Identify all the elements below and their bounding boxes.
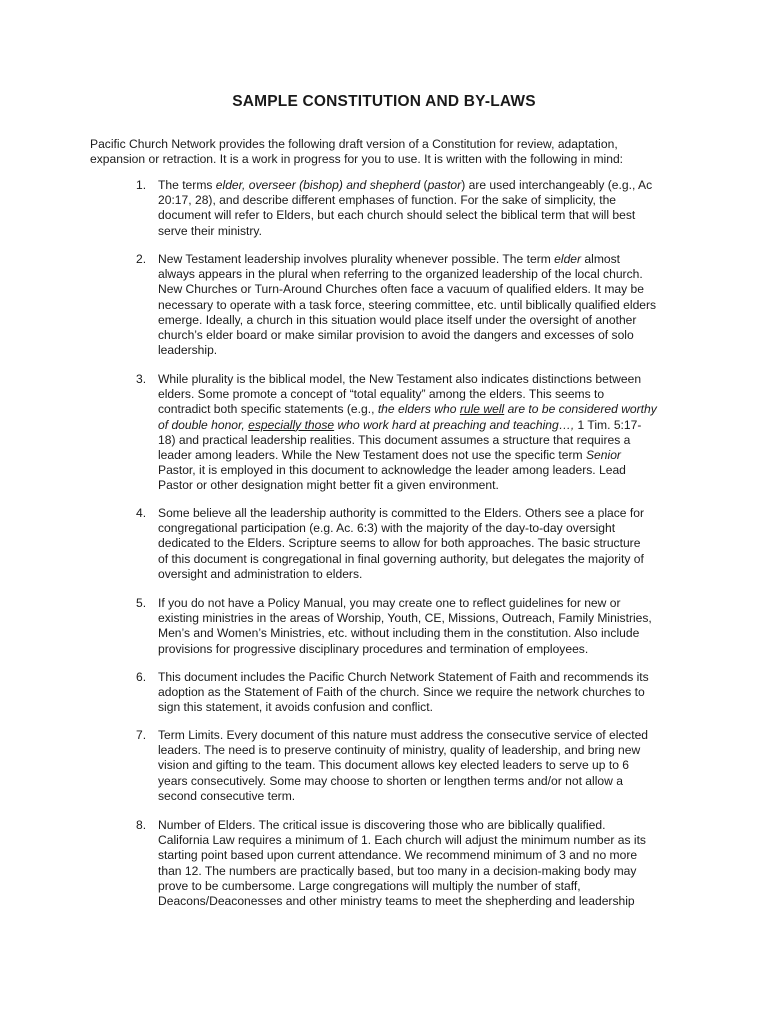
item-line — [158, 864, 676, 879]
text-run: pastor — [427, 178, 462, 192]
text-run: especially those — [248, 417, 335, 432]
item-line — [158, 536, 676, 551]
text-run: existing ministries in the areas of Worship, Youth, CE, Missions, Outreach, Family Ministries, — [158, 611, 652, 626]
item-number: 7. — [136, 728, 147, 742]
text-run: Pastor or other designation might better fit a given environment. — [158, 478, 499, 493]
list-item — [136, 252, 676, 358]
item-text — [158, 818, 676, 909]
list-item — [136, 178, 676, 239]
item-line — [158, 774, 676, 789]
text-run: Pastor, it is employed in this document to acknowledge the leader among leaders. Lead — [158, 463, 626, 478]
text-run: New Testament leadership involves plurality whenever possible. The term — [158, 252, 555, 266]
item-text — [158, 670, 676, 716]
item-line — [158, 418, 676, 433]
text-run: leadership. — [158, 343, 218, 358]
item-line — [158, 224, 676, 239]
text-run: starting point based upon current attendance. We recommend minimum of 3 and no more — [158, 848, 638, 863]
list-item — [136, 670, 676, 716]
text-run: of this document is congregational in final governing authority, but delegates the majority of — [158, 551, 644, 566]
list-item — [136, 596, 676, 657]
text-run: always appears in the plural when referring to the organized leadership of the local church. — [158, 267, 643, 282]
item-number: 8. — [136, 818, 147, 832]
item-line — [158, 685, 676, 700]
text-run: congregational participation (e.g. Ac. 6:3) with the majority of the day-to-day oversight — [158, 521, 616, 536]
text-run: dedicated to the Elders. Scripture seems to allow for both approaches. The basic structure — [158, 536, 641, 551]
text-run: serve their ministry. — [158, 223, 262, 238]
document-title: SAMPLE CONSTITUTION AND BY-LAWS — [232, 93, 536, 110]
text-run: leader among leaders. While the New Testament does not use the specific term — [158, 448, 586, 463]
text-run: Men’s and Women’s Ministries, etc. without including them in the constitution. Also include — [158, 626, 640, 641]
item-line — [158, 818, 676, 833]
text-run: Senior — [585, 448, 621, 463]
item-line — [158, 700, 676, 715]
item-line — [158, 758, 676, 773]
item-text — [158, 252, 676, 358]
text-run: elders. Some promote a concept of “total equality” among the elders. This seems to — [158, 387, 605, 402]
text-run: of double honor, — [158, 417, 249, 432]
item-line — [158, 178, 676, 193]
item-line — [158, 743, 676, 758]
item-line — [158, 879, 676, 894]
text-run: If you do not have a Policy Manual, you may create one to reflect guidelines for new or — [158, 596, 621, 610]
text-run: oversight and administration to elders. — [158, 566, 363, 581]
item-text — [158, 178, 676, 239]
item-line — [158, 670, 676, 685]
list-item — [136, 372, 676, 494]
text-run: than 12. The numbers are practically based, but too many in a decision-making body may — [158, 863, 637, 878]
intro-line: expansion or retraction. It is a work in progress for you to use. It is written with the following in mind: — [90, 152, 624, 167]
item-line — [158, 313, 676, 328]
text-run: sign this statement, it avoids confusion and conflict. — [158, 700, 433, 715]
text-run: provisions for progressive disciplinary procedures and termination of employees. — [158, 641, 589, 656]
text-run: Some believe all the leadership authority is committed to the Elders. Others see a place for — [158, 506, 645, 520]
list-item — [136, 818, 676, 909]
item-line — [158, 642, 676, 657]
item-line — [158, 789, 676, 804]
text-run: New Churches or Turn-Around Churches often face a vacuum of qualified elders. It may be — [158, 282, 645, 297]
item-line — [158, 833, 676, 848]
item-line — [158, 343, 676, 358]
item-line — [158, 506, 676, 521]
item-line — [158, 894, 676, 909]
list-item — [136, 728, 676, 804]
text-run: 20:17, 28), and describe different emphases of function. For the sake of simplicity, the — [158, 193, 617, 208]
item-line — [158, 208, 676, 223]
item-number: 6. — [136, 670, 147, 684]
text-run: who work hard at preaching and teaching…, — [334, 417, 575, 432]
item-line — [158, 267, 676, 282]
text-run: church’s elder board or make similar provision to avoid the dangers and excesses of solo — [158, 328, 634, 343]
text-run: leaders. The need is to preserve continuity of ministry, quality of leadership, and bring new — [158, 743, 641, 758]
text-run: are to be considered worthy — [504, 402, 657, 417]
item-line — [158, 728, 676, 743]
text-run: ( — [420, 178, 428, 192]
item-line — [158, 402, 676, 417]
text-run: adoption as the Statement of Faith of the church. Since we require the network churches to — [158, 685, 645, 700]
text-run: rule well — [459, 402, 505, 417]
text-run: document will refer to Elders, but each church should select the biblical term that will best — [158, 208, 636, 223]
item-line — [158, 552, 676, 567]
item-line — [158, 611, 676, 626]
intro-line: Pacific Church Network provides the following draft version of a Constitution for review, adaptation, — [90, 137, 618, 151]
item-text — [158, 506, 676, 582]
item-line — [158, 596, 676, 611]
text-run: 1 Tim. 5:17- — [574, 417, 642, 432]
item-line — [158, 433, 676, 448]
text-run: Number of Elders. The critical issue is discovering those who are biblically qualified. — [158, 818, 606, 832]
item-number: 3. — [136, 372, 147, 386]
item-line — [158, 521, 676, 536]
item-number: 1. — [136, 178, 147, 192]
item-line — [158, 567, 676, 582]
text-run: The terms — [158, 178, 216, 192]
text-run: almost — [581, 252, 621, 266]
text-run: While plurality is the biblical model, the New Testament also indicates distinctions between — [158, 372, 642, 386]
item-text — [158, 728, 676, 804]
text-run: Term Limits. Every document of this nature must address the consecutive service of elected — [158, 728, 649, 742]
text-run: contradict both specific statements (e.g., — [158, 402, 378, 417]
text-run: emerge. Ideally, a church in this situation would place itself under the oversight of another — [158, 312, 637, 327]
item-text — [158, 372, 676, 494]
item-line — [158, 252, 676, 267]
text-run: second consecutive term. — [158, 788, 296, 803]
text-run: California Law requires a minimum of 1. Each church will adjust the minimum number as its — [158, 833, 646, 848]
text-run: 18) and practical leadership realities. This document assumes a structure that requires a — [158, 432, 631, 447]
item-line — [158, 626, 676, 641]
item-text — [158, 596, 676, 657]
item-line — [158, 387, 676, 402]
text-run: This document includes the Pacific Church Network Statement of Faith and recommends its — [158, 670, 649, 684]
text-run: prove to be cumbersome. Large congregations will multiply the number of staff, — [158, 878, 581, 893]
text-run: elder, overseer (bishop) and shepherd — [215, 178, 421, 192]
text-run: years consecutively. Some may choose to shorten or lengthen terms and/or not allow a — [158, 773, 623, 788]
text-run: Deacons/Deaconesses and other ministry teams to meet the shepherding and leadership — [158, 894, 635, 909]
item-number: 2. — [136, 252, 147, 266]
item-line — [158, 448, 676, 463]
text-run: necessary to operate with a task force, steering committee, etc. until biblically qualified elders — [158, 297, 657, 312]
item-line — [158, 478, 676, 493]
item-number: 4. — [136, 506, 147, 520]
intro-paragraph — [90, 137, 690, 167]
item-line — [158, 328, 676, 343]
item-line — [158, 463, 676, 478]
list-item — [136, 506, 676, 582]
item-line — [158, 848, 676, 863]
item-line — [158, 282, 676, 297]
item-line — [158, 298, 676, 313]
item-line — [158, 193, 676, 208]
item-number: 5. — [136, 596, 147, 610]
item-line — [158, 372, 676, 387]
text-run: elder — [554, 252, 582, 266]
text-run: ) are used interchangeably (e.g., Ac — [461, 178, 653, 192]
text-run: the elders who — [377, 402, 460, 417]
text-run: vision and gifting to the team. This document allows key elected leaders to serve up to 6 — [158, 758, 630, 773]
